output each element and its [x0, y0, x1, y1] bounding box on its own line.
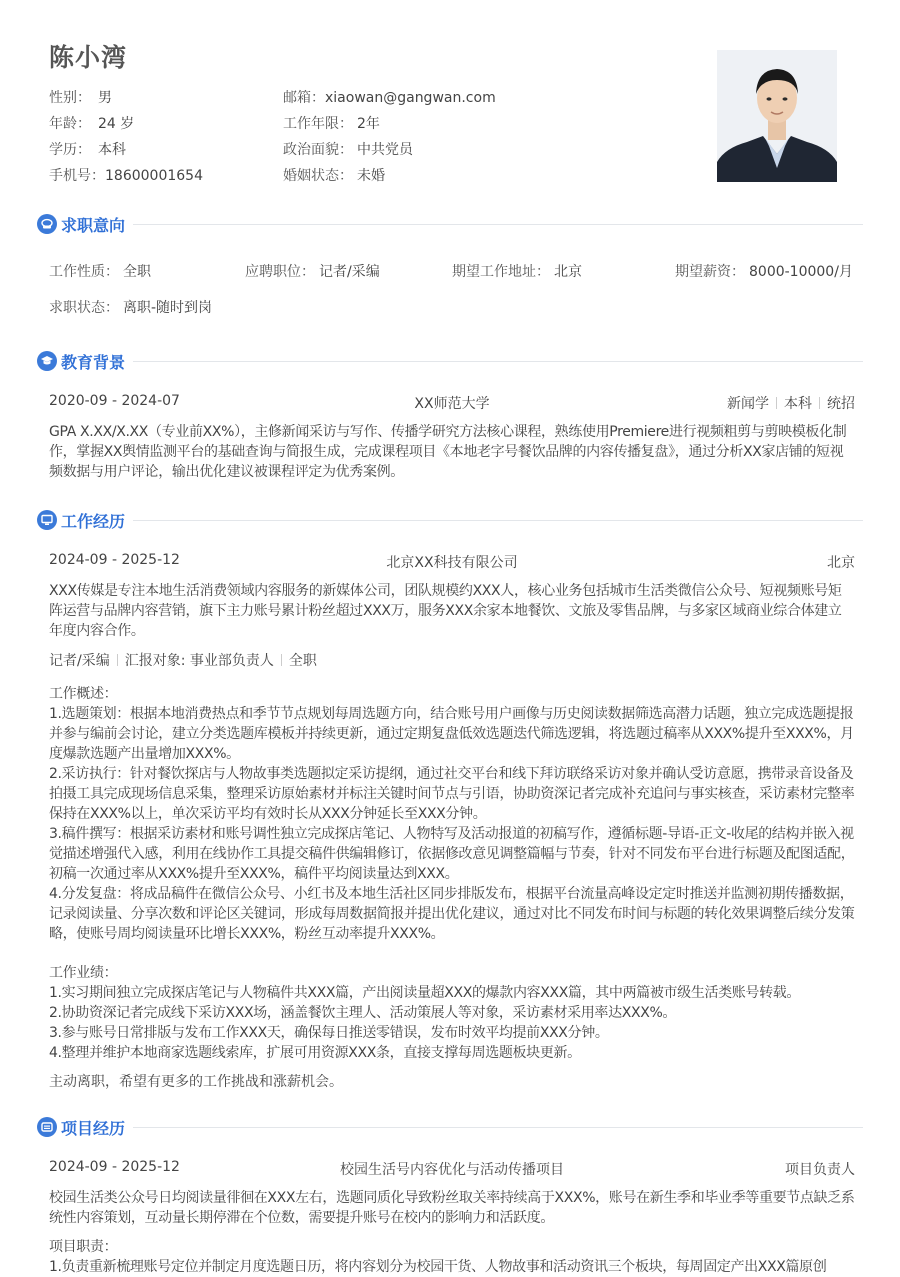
intent-status: [49, 297, 212, 317]
section-header-work: [37, 508, 863, 532]
work-overview-title: 工作概述：: [49, 686, 118, 702]
work-role: 记者/采编: [49, 653, 110, 669]
work-achievement-item: 4.整理并维护本地商家选题线索库，扩展可用资源XXX条，直接支撑每周选题板块更新。: [49, 1045, 581, 1061]
section-header-project: [37, 1115, 863, 1139]
section-title-education: 教育背景: [61, 353, 126, 372]
intent-position: [245, 261, 380, 281]
info-politics: [283, 139, 413, 159]
monitor-icon: [37, 510, 57, 530]
years-value: 2年: [357, 116, 380, 132]
politics-value: 中共党员: [357, 142, 413, 158]
marital-value: 未婚: [357, 168, 385, 184]
years-label: 工作年限：: [283, 116, 353, 132]
tag-separator: [776, 397, 777, 409]
intent-type-label: 工作性质：: [49, 264, 119, 280]
work-leave-reason: 主动离职，希望有更多的工作挑战和涨薪机会。: [49, 1074, 343, 1090]
target-icon: [37, 214, 57, 234]
email-value: xiaowan@gangwan.com: [325, 90, 496, 106]
work-achievement-item: 2.协助资深记者完成线下采访XXX场，涵盖餐饮主理人、活动策展人等对象，采访素材采用率达XXX%。: [49, 1005, 677, 1021]
intent-salary-label: 期望薪资：: [675, 264, 745, 280]
work-overview: [49, 684, 855, 944]
project-duty-item: 1.负责重新梳理账号定位并制定月度选题日历，将内容划分为校园干货、人物故事和活动资讯三个板块，每周固定产出XXX篇原创: [49, 1259, 827, 1275]
education-mode: 统招: [827, 396, 855, 412]
project-duties: [49, 1237, 855, 1277]
profile-photo: [717, 50, 837, 182]
gender-label: 性别：: [49, 90, 91, 106]
work-overview-item: 4.分发复盘：将成品稿件在微信公众号、小红书及本地生活社区同步排版发布，根据平台流量高峰设定定时推送并监测初期传播数据，记录阅读量、分享次数和评论区关键词，形成每周数据简报并提出优化建议，通过对比不同发布时间与标题的转化效果调整后续分发策略，使账号周均阅读量环比增长XXX%，粉丝互动率提升XXX%。: [49, 886, 855, 942]
info-gender: [49, 87, 112, 107]
intent-salary: [675, 261, 853, 281]
edu-label: 学历：: [49, 142, 91, 158]
work-company-intro: XXX传媒是专注本地生活消费领域内容服务的新媒体公司，团队规模约XXX人，核心业务包括城市生活类微信公众号、短视频账号矩阵运营与品牌内容营销，旗下主力账号累计粉丝超过XXX万，服务XXX余家本地餐饮、文旅及零售品牌，与多家区域商业综合体建立年度内容合作。: [49, 583, 842, 639]
work-achievement-item: 1.实习期间独立完成探店笔记与人物稿件共XXX篇，产出阅读量超XXX的爆款内容XXX篇，其中两篇被市级生活类账号转载。: [49, 985, 801, 1001]
work-report: 汇报对象: 事业部负责人: [124, 653, 274, 669]
intent-location-value: 北京: [554, 264, 582, 280]
tag-separator: [819, 397, 820, 409]
section-divider: [133, 224, 863, 225]
work-achievements: [49, 963, 855, 1063]
work-achievement-item: 3.参与账号日常排版与发布工作XXX天，确保每日推送零错误，发布时效平均提前XXX分钟。: [49, 1025, 609, 1041]
folder-icon: [37, 1117, 57, 1137]
education-degree: 本科: [784, 396, 812, 412]
info-age: [49, 113, 134, 133]
section-header-education: [37, 349, 863, 373]
info-marital: [283, 165, 385, 185]
candidate-name: 陈小湾: [49, 43, 128, 72]
section-divider: [133, 520, 863, 521]
politics-label: 政治面貌：: [283, 142, 353, 158]
section-title-intent: 求职意向: [61, 216, 126, 235]
work-kind: 全职: [288, 653, 317, 669]
project-summary-row: [49, 1159, 855, 1179]
section-divider: [133, 361, 863, 362]
info-years: [283, 113, 380, 133]
work-date: 2024-09 - 2025-12: [49, 552, 180, 568]
education-school: XX师范大学: [414, 396, 490, 412]
intent-location-label: 期望工作地址：: [452, 264, 550, 280]
education-summary-row: [49, 393, 855, 413]
education-tags: [727, 393, 855, 413]
phone-label: 手机号：: [49, 168, 105, 184]
project-role: 项目负责人: [785, 1162, 855, 1178]
age-value: 24 岁: [98, 116, 135, 132]
section-header-intent: [37, 212, 863, 236]
work-overview-item: 3.稿件撰写：根据采访素材和账号调性独立完成探店笔记、人物特写及活动报道的初稿写作，遵循标题-导语-正文-收尾的结构并嵌入视觉描述增强代入感，利用在线协作工具提交稿件供编辑修订，依据修改意见调整篇幅与节奏，针对不同发布平台进行标题及配图适配，初稿一次通过率从XXX%提升至XXX%，稿件平均阅读量达到XXX。: [49, 826, 855, 882]
section-divider: [133, 1127, 863, 1128]
marital-label: 婚姻状态：: [283, 168, 353, 184]
gender-value: 男: [98, 90, 112, 106]
intent-position-label: 应聘职位：: [245, 264, 315, 280]
info-phone: [49, 165, 203, 185]
info-email: [283, 87, 496, 107]
intent-location: [452, 261, 582, 281]
intent-salary-value: 8000-10000/月: [749, 264, 853, 280]
intent-status-value: 离职-随时到岗: [123, 300, 213, 316]
phone-value: 18600001654: [105, 168, 203, 184]
education-date: 2020-09 - 2024-07: [49, 393, 180, 409]
project-date: 2024-09 - 2025-12: [49, 1159, 180, 1175]
work-overview-item: 1.选题策划：根据本地消费热点和季节节点规划每周选题方向，结合账号用户画像与历史阅读数据筛选高潜力话题，独立完成选题提报并参与编前会讨论，建立分类选题库模板并持续更新，通过定期复盘低效选题迭代筛选逻辑，将选题过稿率从XXX%提升至XXX%，月度爆款选题产出量增加XXX%。: [49, 706, 854, 762]
section-title-project: 项目经历: [61, 1119, 126, 1138]
education-major: 新闻学: [727, 396, 769, 412]
project-duty-title: 项目职责：: [49, 1239, 118, 1255]
work-overview-item: 2.采访执行：针对餐饮探店与人物故事类选题拟定采访提纲，通过社交平台和线下拜访联络采访对象并确认受访意愿，携带录音设备及拍摄工具完成现场信息采集，整理采访原始素材并标注关键时间节点与引语，协助资深记者完成补充追问与事实核查，采访素材完整率保持在XXX%以上，单次采访平均有效时长从XXX分钟延长至XXX分钟。: [49, 766, 855, 822]
section-title-work: 工作经历: [61, 512, 126, 531]
tag-separator: [281, 654, 282, 666]
intent-type: [49, 261, 151, 281]
age-label: 年龄：: [49, 116, 91, 132]
email-label: 邮箱：: [283, 90, 325, 106]
work-achievement-title: 工作业绩：: [49, 965, 118, 981]
intent-position-value: 记者/采编: [319, 264, 380, 280]
work-summary-row: [49, 552, 855, 572]
info-education: [49, 139, 126, 159]
tag-separator: [117, 654, 118, 666]
edu-value: 本科: [98, 142, 126, 158]
education-description: GPA X.XX/X.XX（专业前XX%），主修新闻采访与写作、传播学研究方法核心课程，熟练使用Premiere进行视频粗剪与剪映模板化制作，掌握XX舆情监测平台的基础查询与简报生成，完成课程项目《本地老字号餐饮品牌的内容传播复盘》，通过分析XX家店铺的短视频数据与用户评论，输出优化建议被课程评定为优秀案例。: [49, 424, 847, 480]
project-description: 校园生活类公众号日均阅读量徘徊在XXX左右，选题同质化导致粉丝取关率持续高于XXX%，账号在新生季和毕业季等重要节点缺乏系统性内容策划，互动量长期停滞在个位数，需要提升账号在校内的影响力和活跃度。: [49, 1190, 855, 1226]
intent-status-label: 求职状态：: [49, 300, 119, 316]
work-role-tags: [49, 650, 855, 670]
project-name: 校园生活号内容优化与活动传播项目: [340, 1162, 564, 1178]
work-company: 北京XX科技有限公司: [386, 555, 518, 571]
work-city: 北京: [827, 555, 855, 571]
graduation-cap-icon: [37, 351, 57, 371]
intent-type-value: 全职: [123, 264, 151, 280]
